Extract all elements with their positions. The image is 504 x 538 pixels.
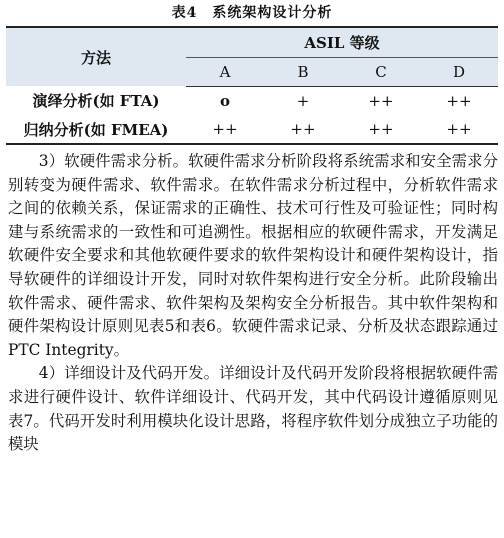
- table-row: [6, 115, 498, 144]
- method-fmea: 归纳分析(如 FMEA): [6, 115, 186, 144]
- method-fta: 演绎分析(如 FTA): [32, 92, 160, 110]
- cell-fmea-b: ++: [264, 115, 342, 144]
- header-row-asil: [6, 27, 498, 57]
- paragraph-detailed-design: 4）详细设计及代码开发。详细设计及代码开发阶段将根据软硬件需求进行硬件设计、软件详细设计、代码开发，其中代码设计遵循原则见表7。代码开发时利用模块化设计思路，将程序软件划分成独立子功能的模块: [8, 364, 498, 454]
- cell-fta-d: ++: [446, 91, 472, 110]
- level-a: A: [186, 57, 264, 86]
- method-header: 方法: [6, 27, 186, 86]
- asil-analysis-table: [6, 26, 498, 145]
- cell-fta-c: ++: [368, 91, 394, 110]
- asil-header: ASIL 等级: [186, 27, 498, 57]
- paragraph-requirements-analysis: 3）软硬件需求分析。软硬件需求分析阶段将系统需求和安全需求分别转变为硬件需求、软件需求。在软件需求分析过程中，分析软件需求之间的依赖关系，保证需求的正确性、技术可行性及可验证性；同时构建与系统需求的一致性和可追溯性。根据相应的软硬件需求，开发满足软硬件安全要求和其他软硬件要求的软件架构设计和硬件架构设计，指导软硬件的详细设计开发，同时对软件架构进行安全分析。此阶段输出软件需求、硬件需求、软件架构及架构安全分析报告。其中软件架构和硬件架构设计原则见表5和表6。软硬件需求记录、分析及状态跟踪通过PTC Integrity。: [8, 152, 498, 359]
- table-caption: 表4 系统架构设计分析: [171, 5, 333, 21]
- cell-fmea-d: ++: [420, 115, 498, 144]
- cell-fmea-a: ++: [186, 115, 264, 144]
- cell-fmea-c: ++: [342, 115, 420, 144]
- level-c: C: [342, 57, 420, 86]
- table-row: [6, 86, 498, 115]
- cell-fta-a: o: [219, 91, 230, 110]
- level-b: B: [264, 57, 342, 86]
- cell-fta-b: +: [296, 91, 310, 110]
- body-text: [8, 150, 498, 457]
- level-d: D: [420, 57, 498, 86]
